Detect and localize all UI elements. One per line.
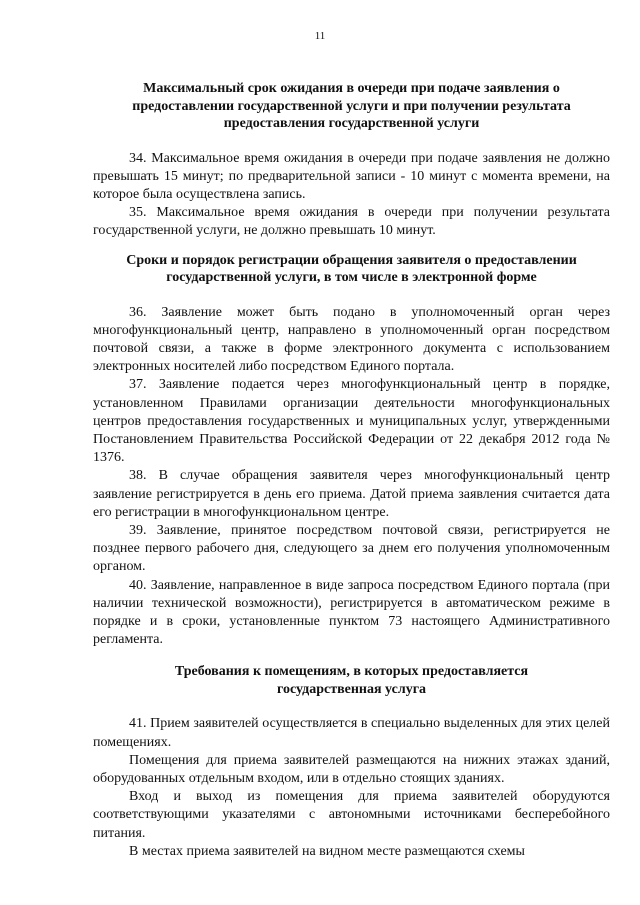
paragraph-38: 38. В случае обращения заявителя через многофункциональный центр заявление регистрируется в день его приема. Датой приема заявления считается дата его регистрации в многофункциональном центре.: [93, 468, 610, 520]
paragraph-40: 40. Заявление, направленное в виде запроса посредством Единого портала (при наличии технической возможности), регистрируется в автоматическом режиме в порядке и в сроки, установленные пунктом 73 настоящего Административного регламента.: [93, 577, 610, 648]
paragraph-41: 41. Прием заявителей осуществляется в специально выделенных для этих целей помещениях.: [93, 716, 610, 750]
document-body: [93, 80, 610, 861]
heading-line: Максимальный срок ожидания в очереди при подаче заявления о: [143, 81, 560, 96]
paragraph-premises-schemes: В местах приема заявителей на видном месте размещаются схемы: [129, 843, 525, 859]
heading-line: предоставления государственной услуги: [223, 116, 480, 131]
heading-line: предоставлении государственной услуги и при получении результата: [132, 98, 571, 114]
section-premises: [93, 663, 610, 861]
paragraph-36: 36. Заявление может быть подано в уполномоченный орган через многофункциональный центр, направлено в уполномоченный орган посредством почтовой связи, а также в форме электронного документа с использованием электронных носителей либо посредством Единого портала.: [93, 304, 610, 375]
page-number: 11: [314, 30, 326, 42]
section-registration: [93, 252, 610, 650]
heading-line: государственной услуги, в том числе в электронной форме: [166, 270, 537, 286]
section-heading: [93, 663, 610, 698]
paragraph-premises-signs: Вход и выход из помещения для приема заявителей оборудуются соответствующими указателями с автономными источниками бесперебойного питания.: [93, 789, 610, 841]
heading-line: Сроки и порядок регистрации обращения заявителя о предоставлении: [126, 252, 577, 268]
section-heading: [93, 80, 610, 133]
section-heading: [93, 252, 610, 287]
paragraph-34: 34. Максимальное время ожидания в очереди при подаче заявления не должно превышать 15 минут; по предварительной записи - 10 минут с момента времени, на которое была осуществлена запись.: [93, 150, 610, 202]
paragraph-premises-floors: Помещения для приема заявителей размещаются на нижних этажах зданий, оборудованных отдельным входом, или в отдельно стоящих зданиях.: [93, 752, 610, 786]
paragraph-39: 39. Заявление, принятое посредством почтовой связи, регистрируется не позднее первого рабочего дня, следующего за днем его получения уполномоченным органом.: [93, 522, 610, 575]
heading-line: государственная услуга: [276, 681, 427, 697]
heading-line: Требования к помещениям, в которых предоставляется: [174, 664, 529, 680]
section-waiting-time: [93, 80, 610, 241]
paragraph-35: 35. Максимальное время ожидания в очереди при получении результата государственной услуги, не должно превышать 10 минут.: [93, 205, 610, 239]
paragraph-37: 37. Заявление подается через многофункциональный центр в порядке, установленном Правилами организации деятельности многофункциональных центров предоставления государственных и муниципальных услуг, утвержденными Постановлением Правительства Российской Федерации от 22 декабря 2012 года № 1376.: [93, 377, 610, 466]
